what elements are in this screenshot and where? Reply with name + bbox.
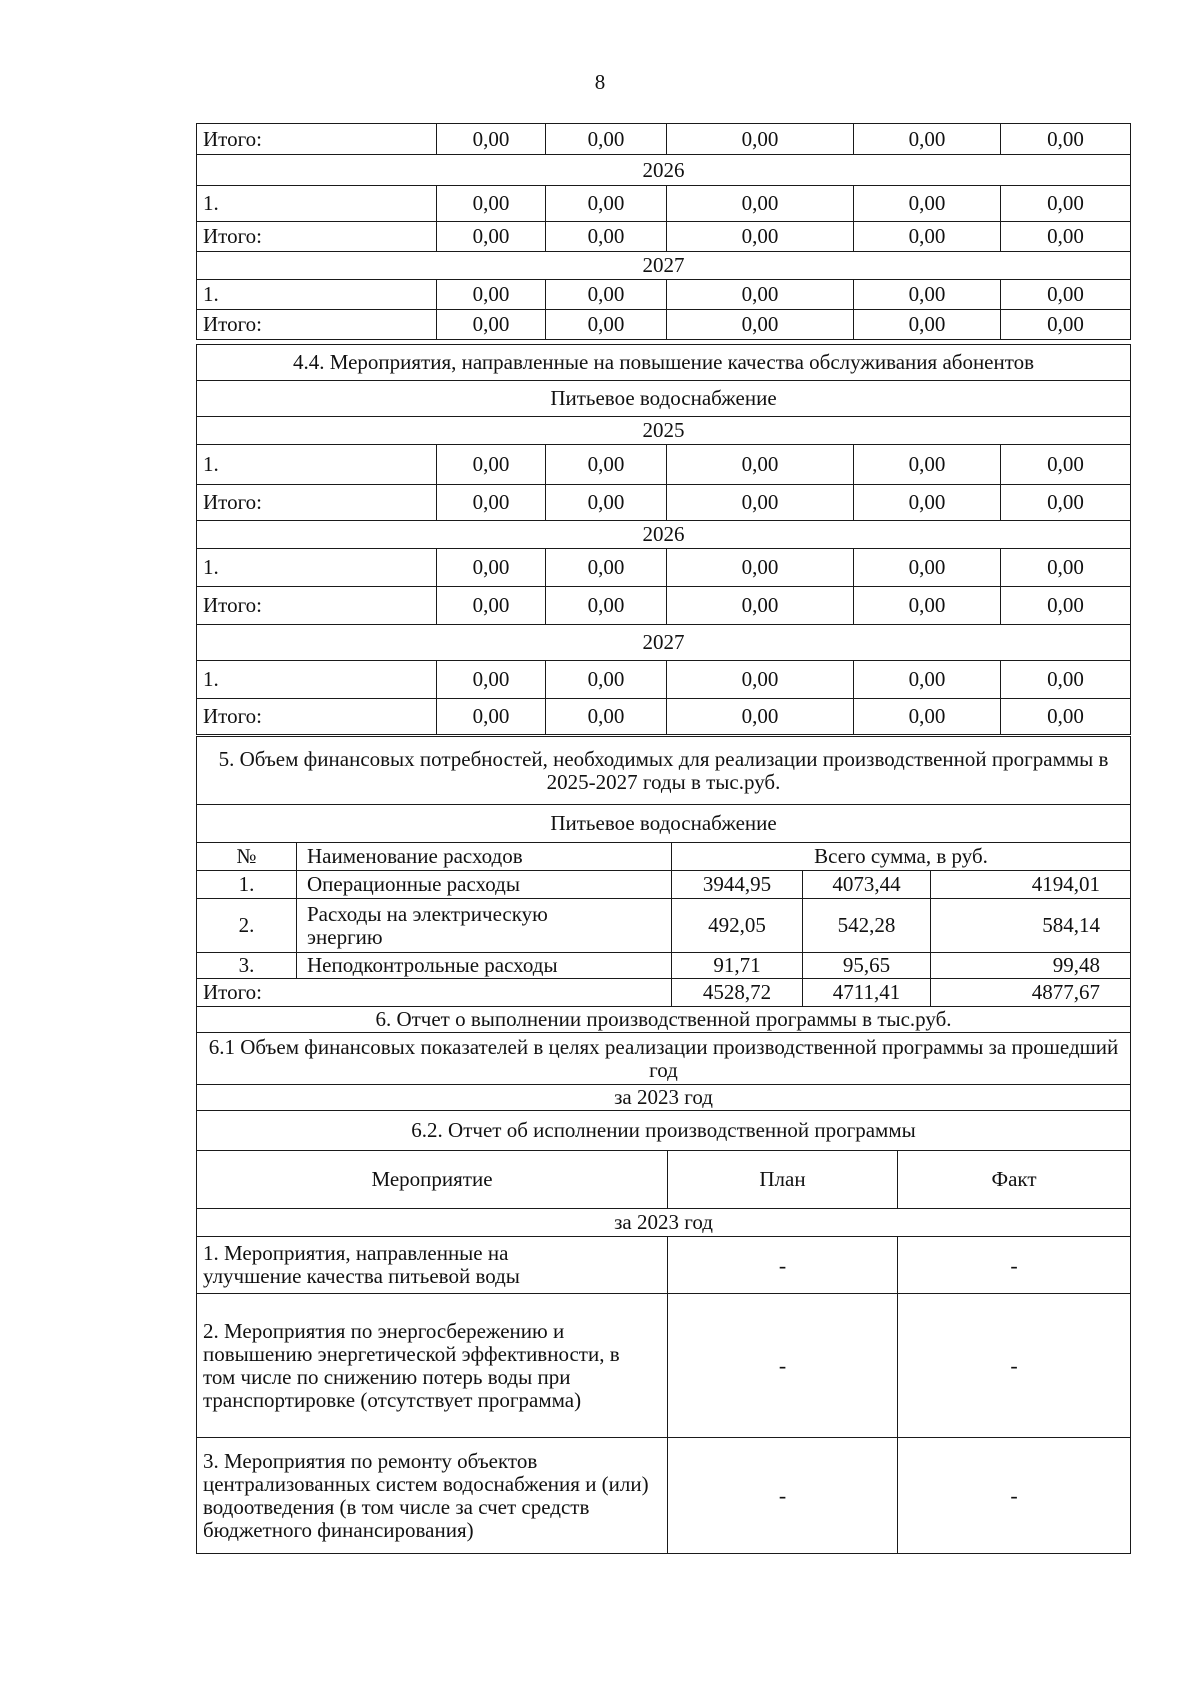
- year-row: [197, 155, 1131, 186]
- row-number: 1.: [197, 186, 437, 222]
- table-row: [197, 549, 1131, 587]
- year-row: [197, 417, 1131, 445]
- value-cell: 0,00: [546, 186, 667, 222]
- section-heading-row: [197, 805, 1131, 843]
- total-label: Итого:: [197, 124, 437, 155]
- header-num: №: [197, 843, 297, 871]
- table-row: [197, 1237, 1131, 1294]
- expense-name: Расходы на электрическую энергию: [297, 899, 672, 953]
- year-label: 2025: [197, 417, 1131, 445]
- value-cell: 0,00: [546, 699, 667, 735]
- table-row: [197, 485, 1131, 521]
- value-cell: 91,71: [672, 953, 803, 979]
- year-row: [197, 625, 1131, 661]
- value-cell: 95,65: [803, 953, 931, 979]
- table-section-4-4: [196, 344, 1130, 735]
- value-cell: 0,00: [1001, 222, 1131, 252]
- row-number: 1.: [197, 661, 437, 699]
- table-section-5: [196, 736, 1130, 1007]
- value-cell: 4194,01: [931, 871, 1131, 899]
- value-cell: 0,00: [437, 445, 546, 485]
- year-label: за 2023 год: [197, 1209, 1131, 1237]
- value-cell: 0,00: [854, 186, 1001, 222]
- value-cell: 492,05: [672, 899, 803, 953]
- table-section-6: [196, 1006, 1130, 1554]
- value-cell: 0,00: [546, 222, 667, 252]
- measure-name: 1. Мероприятия, направленные на улучшение качества питьевой воды: [197, 1237, 668, 1294]
- table-header-row: [197, 843, 1131, 871]
- value-cell: 0,00: [854, 310, 1001, 340]
- value-cell: 0,00: [437, 280, 546, 310]
- row-number: 2.: [197, 899, 297, 953]
- expense-name: Неподконтрольные расходы: [297, 953, 672, 979]
- table-row: [197, 1294, 1131, 1438]
- value-cell: 0,00: [437, 186, 546, 222]
- fact-value: -: [898, 1237, 1131, 1294]
- value-cell: 0,00: [854, 587, 1001, 625]
- total-label: Итого:: [197, 485, 437, 521]
- value-cell: 4073,44: [803, 871, 931, 899]
- value-cell: 0,00: [667, 587, 854, 625]
- value-cell: 4877,67: [931, 979, 1131, 1007]
- table-row: [197, 445, 1131, 485]
- value-cell: 4528,72: [672, 979, 803, 1007]
- measure-name: 2. Мероприятия по энергосбережению и повышению энергетической эффективности, в том числе по снижению потерь воды при транспортировке (отсутствует программа): [197, 1294, 668, 1438]
- header-name: Наименование расходов: [297, 843, 672, 871]
- year-label: за 2023 год: [197, 1085, 1131, 1111]
- total-row: [197, 979, 1131, 1007]
- value-cell: 0,00: [546, 587, 667, 625]
- value-cell: 0,00: [437, 661, 546, 699]
- row-number: 1.: [197, 445, 437, 485]
- row-number: 1.: [197, 280, 437, 310]
- total-label: Итого:: [197, 222, 437, 252]
- value-cell: 0,00: [546, 310, 667, 340]
- value-cell: 0,00: [667, 549, 854, 587]
- value-cell: 3944,95: [672, 871, 803, 899]
- value-cell: 0,00: [1001, 310, 1131, 340]
- value-cell: 0,00: [437, 485, 546, 521]
- value-cell: 0,00: [1001, 587, 1131, 625]
- section-4-4-subtitle: Питьевое водоснабжение: [197, 381, 1131, 417]
- value-cell: 0,00: [854, 549, 1001, 587]
- value-cell: 0,00: [854, 222, 1001, 252]
- value-cell: 0,00: [854, 661, 1001, 699]
- section-heading-row: [197, 1033, 1131, 1085]
- value-cell: 0,00: [667, 699, 854, 735]
- total-label: Итого:: [197, 587, 437, 625]
- year-row: [197, 252, 1131, 280]
- header-plan: План: [668, 1151, 898, 1209]
- value-cell: 0,00: [667, 186, 854, 222]
- value-cell: 0,00: [667, 124, 854, 155]
- value-cell: 0,00: [667, 310, 854, 340]
- year-row: [197, 1085, 1131, 1111]
- value-cell: 0,00: [437, 222, 546, 252]
- table-row: [197, 899, 1131, 953]
- fact-value: -: [898, 1438, 1131, 1554]
- table-row: [197, 953, 1131, 979]
- section-heading-row: [197, 381, 1131, 417]
- section-4-4-title: 4.4. Мероприятия, направленные на повышение качества обслуживания абонентов: [197, 345, 1131, 381]
- value-cell: 0,00: [1001, 699, 1131, 735]
- page-number: 8: [594, 70, 606, 94]
- year-label: 2026: [197, 521, 1131, 549]
- plan-value: -: [668, 1237, 898, 1294]
- table-row: [197, 661, 1131, 699]
- header-fact: Факт: [898, 1151, 1131, 1209]
- fact-value: -: [898, 1294, 1131, 1438]
- total-label: Итого:: [197, 310, 437, 340]
- value-cell: 584,14: [931, 899, 1131, 953]
- value-cell: 0,00: [546, 661, 667, 699]
- value-cell: 0,00: [1001, 280, 1131, 310]
- value-cell: 0,00: [546, 280, 667, 310]
- value-cell: 0,00: [1001, 485, 1131, 521]
- table-row: [197, 699, 1131, 735]
- section-heading-row: [197, 1111, 1131, 1151]
- section-5-subtitle: Питьевое водоснабжение: [197, 805, 1131, 843]
- value-cell: 0,00: [437, 310, 546, 340]
- value-cell: 0,00: [667, 485, 854, 521]
- table-row: [197, 186, 1131, 222]
- total-label: Итого:: [197, 699, 437, 735]
- table-row: [197, 280, 1131, 310]
- value-cell: 0,00: [1001, 124, 1131, 155]
- value-cell: 0,00: [667, 280, 854, 310]
- year-label: 2026: [197, 155, 1131, 186]
- value-cell: 0,00: [437, 124, 546, 155]
- row-number: 1.: [197, 871, 297, 899]
- year-row: [197, 1209, 1131, 1237]
- section-6-title: 6. Отчет о выполнении производственной программы в тыс.руб.: [197, 1007, 1131, 1033]
- plan-value: -: [668, 1294, 898, 1438]
- value-cell: 0,00: [437, 549, 546, 587]
- value-cell: 0,00: [854, 445, 1001, 485]
- value-cell: 542,28: [803, 899, 931, 953]
- section-heading-row: [197, 737, 1131, 805]
- plan-value: -: [668, 1438, 898, 1554]
- value-cell: 0,00: [546, 549, 667, 587]
- section-5-title: 5. Объем финансовых потребностей, необходимых для реализации производственной программы в 2025-2027 годы в тыс.руб.: [197, 737, 1131, 805]
- table-row: [197, 222, 1131, 252]
- section-heading-row: [197, 345, 1131, 381]
- value-cell: 0,00: [1001, 445, 1131, 485]
- year-label: 2027: [197, 252, 1131, 280]
- value-cell: 0,00: [854, 124, 1001, 155]
- value-cell: 0,00: [667, 661, 854, 699]
- table-investment-continuation: [196, 123, 1130, 340]
- section-heading-row: [197, 1007, 1131, 1033]
- value-cell: 0,00: [1001, 549, 1131, 587]
- value-cell: 0,00: [667, 222, 854, 252]
- value-cell: 0,00: [546, 445, 667, 485]
- row-number: 1.: [197, 549, 437, 587]
- value-cell: 0,00: [437, 699, 546, 735]
- value-cell: 99,48: [931, 953, 1131, 979]
- section-6-2-title: 6.2. Отчет об исполнении производственной программы: [197, 1111, 1131, 1151]
- total-label: Итого:: [197, 979, 672, 1007]
- header-total: Всего сумма, в руб.: [672, 843, 1131, 871]
- value-cell: 0,00: [854, 699, 1001, 735]
- table-row: [197, 871, 1131, 899]
- value-cell: 0,00: [1001, 661, 1131, 699]
- year-label: 2027: [197, 625, 1131, 661]
- table-row: [197, 587, 1131, 625]
- row-number: 3.: [197, 953, 297, 979]
- table-row: [197, 124, 1131, 155]
- expense-name: Операционные расходы: [297, 871, 672, 899]
- header-measure: Мероприятие: [197, 1151, 668, 1209]
- section-6-1-title: 6.1 Объем финансовых показателей в целях реализации производственной программы за прошедший год: [197, 1033, 1131, 1085]
- value-cell: 0,00: [854, 485, 1001, 521]
- table-row: [197, 1438, 1131, 1554]
- value-cell: 0,00: [546, 124, 667, 155]
- value-cell: 0,00: [1001, 186, 1131, 222]
- table-row: [197, 310, 1131, 340]
- measure-name: 3. Мероприятия по ремонту объектов централизованных систем водоснабжения и (или) водоотведения (в том числе за счет средств бюджетного финансирования): [197, 1438, 668, 1554]
- value-cell: 0,00: [546, 485, 667, 521]
- table-header-row: [197, 1151, 1131, 1209]
- value-cell: 0,00: [667, 445, 854, 485]
- value-cell: 0,00: [854, 280, 1001, 310]
- value-cell: 0,00: [437, 587, 546, 625]
- value-cell: 4711,41: [803, 979, 931, 1007]
- year-row: [197, 521, 1131, 549]
